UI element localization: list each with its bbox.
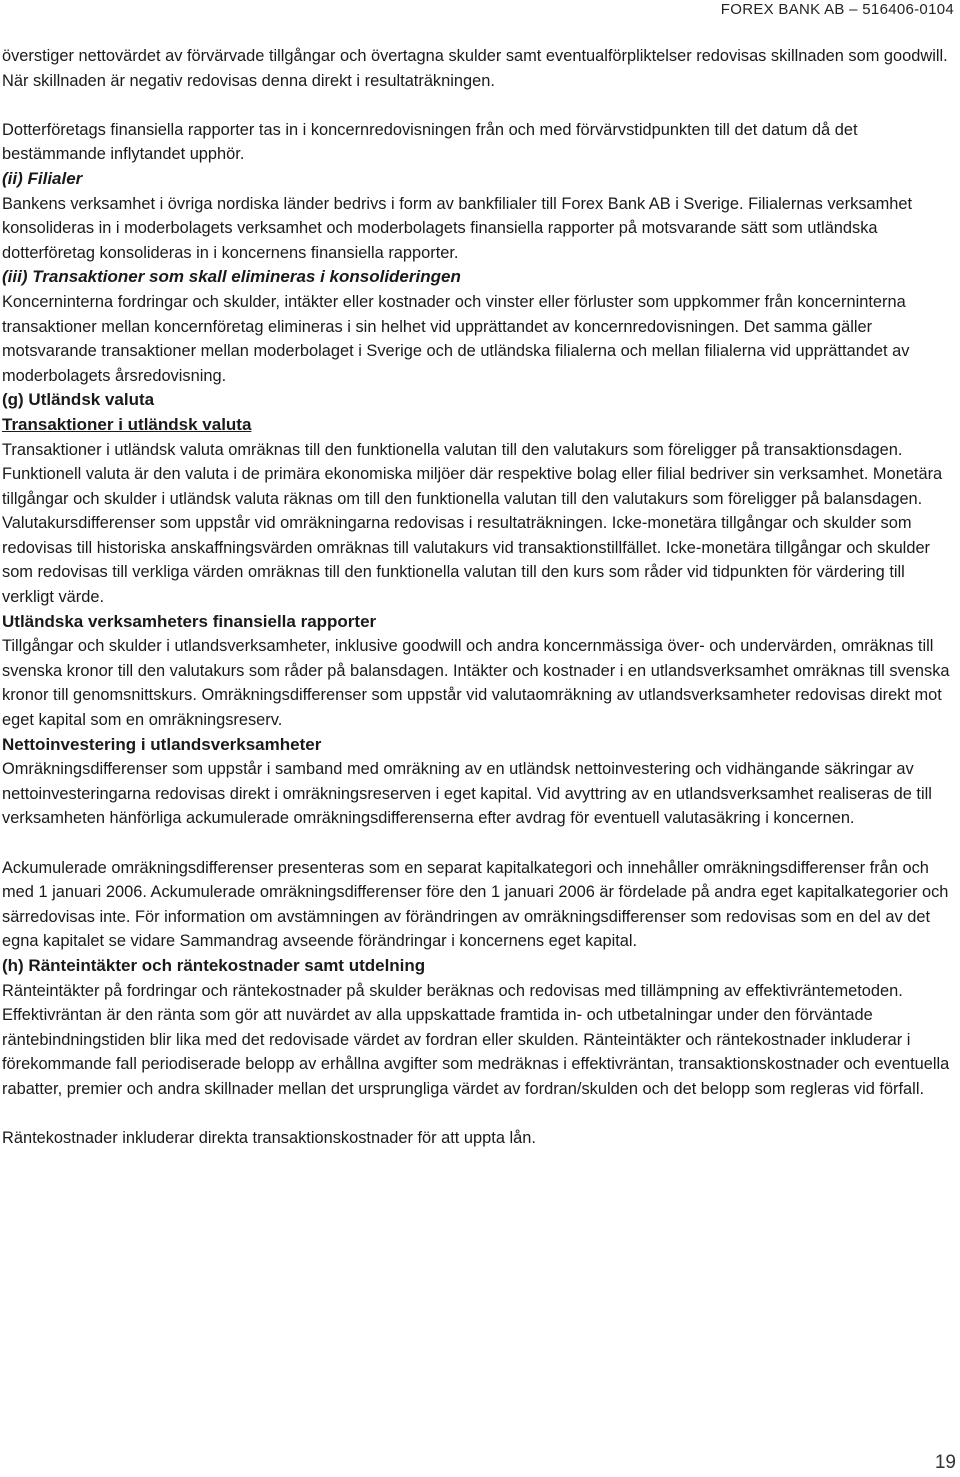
heading-transaktioner-elimineras: (iii) Transaktioner som skall elimineras i konsolideringen xyxy=(2,267,461,287)
heading-ranteintakter: (h) Ränteintäkter och räntekostnader samt utdelning xyxy=(2,955,426,975)
paragraph-dotterforetag: Dotterföretags finansiella rapporter tas in i koncernredovisningen från och med förvärvstidpunkten till det datum då det bestämmande inflytandet upphör. xyxy=(2,120,858,164)
paragraph-ackumulerade: Ackumulerade omräkningsdifferenser presenteras som en separat kapitalkategori och innehåller omräkningsdifferenser från och med 1 januari 2006. Ackumulerade omräkningsdifferenser före den 1 januari 2006 är fördelade på andra eget kapitalkategorier och särredovisas inte. För information om avstämningen av förändringen av omräkningsdifferenser som redovisas som en del av det egna kapitalet se vidare Sammandrag avseende förändringar i koncernens eget kapital. xyxy=(2,858,949,951)
paragraph-goodwill: överstiger nettovärdet av förvärvade tillgångar och övertagna skulder samt eventualförpliktelser redovisas skillnaden som goodwill. När skillnaden är negativ redovisas denna direkt i resultaträkningen. xyxy=(2,47,948,90)
heading-utlandsk-valuta: (g) Utländsk valuta xyxy=(2,390,155,410)
page-number: 19 xyxy=(934,1452,956,1473)
paragraph-filialer: Bankens verksamhet i övriga nordiska länder bedrivs i form av bankfilialer till Forex Bank AB i Sverige. Filialernas verksamhet konsolideras in i moderbolagets verksamhet och moderbolagets finansiella rapporter på motsvarande sätt som utländska dotterföretag konsolideras in i koncernens finansiella rapporter. xyxy=(2,194,913,262)
page-header-company: FOREX BANK AB – 516406-0104 xyxy=(720,1,954,18)
heading-transaktioner-utlandsk-valuta: Transaktioner i utländsk valuta xyxy=(2,414,252,434)
heading-nettoinvestering: Nettoinvestering i utlandsverksamheter xyxy=(2,734,322,754)
paragraph-utlandska-verksamheter: Tillgångar och skulder i utlandsverksamheter, inklusive goodwill och andra koncernmässiga över- och undervärden, omräknas till svenska kronor till den valutakurs som råder på balansdagen. Intäkter och kostnader i en utlandsverksamhet omräknas till svenska kronor till genomsnittskurs. Omräkningsdifferenser som uppstår vid valutaomräkning av utlandsverksamheter redovisas direkt mot eget kapital som en omräkningsreserv. xyxy=(2,637,950,730)
document-body xyxy=(2,44,954,1151)
paragraph-ranteintakter: Ränteintäkter på fordringar och räntekostnader på skulder beräknas och redovisas med tillämpning av effektivräntemetoden. Effektivräntan är den ränta som gör att nuvärdet av alla uppskattade framtida in- och utbetalningar under den förväntade räntebindningstiden blir lika med det redovisade värdet av fordran eller skulden. Ränteintäkter och räntekostnader inkluderar i förekommande fall periodiserade belopp av erhållna avgifter som medräknas i effektivräntan, transaktionskostnader och eventuella rabatter, premier och andra skillnader mellan det ursprungliga värdet av fordran/skulden och det belopp som regleras vid förfall. xyxy=(2,981,950,1098)
paragraph-transaktioner-utlandsk-valuta: Transaktioner i utländsk valuta omräknas till den funktionella valutan till den valutakurs som föreligger på transaktionsdagen. Funktionell valuta är den valuta i de primära ekonomiska miljöer där respektive bolag eller filial bedriver sin verksamhet. Monetära tillgångar och skulder i utländsk valuta räknas om till den funktionella valutan till den valutakurs som föreligger på balansdagen. Valutakursdifferenser som uppstår vid omräkningarna redovisas i resultaträkningen. Icke-monetära tillgångar och skulder som redovisas till historiska anskaffningsvärden omräknas till valutakurs vid transaktionstillfället. Icke-monetära tillgångar och skulder som redovisas till verkliga värden omräknas till den funktionella valutan till den kurs som råder vid tidpunkten för värdering till verkligt värde. xyxy=(2,440,943,607)
heading-filialer: (ii) Filialer xyxy=(2,168,83,188)
paragraph-transaktioner-elimineras: Koncerninterna fordringar och skulder, intäkter eller kostnader och vinster eller förluster som uppkommer från koncerninterna transaktioner mellan koncernföretag elimineras i sin helhet vid upprättandet av koncernredovisningen. Det samma gäller motsvarande transaktioner mellan moderbolaget i Sverige och de utländska filialerna och mellan filialerna vid upprättandet av moderbolagets årsredovisning. xyxy=(2,292,910,385)
heading-utlandska-verksamheter: Utländska verksamheters finansiella rapporter xyxy=(2,611,377,631)
paragraph-rantekostnader: Räntekostnader inkluderar direkta transaktionskostnader för att uppta lån. xyxy=(2,1129,536,1148)
paragraph-nettoinvestering: Omräkningsdifferenser som uppstår i samband med omräkning av en utländsk nettoinvestering och vidhängande säkringar av nettoinvesteringarna redovisas direkt i omräkningsreserven i eget kapital. Vid avyttring av en utlandsverksamhet realiseras de till verksamheten hänförliga ackumulerade omräkningsdifferenserna efter avdrag för eventuell valutasäkring i koncernen. xyxy=(2,760,932,828)
